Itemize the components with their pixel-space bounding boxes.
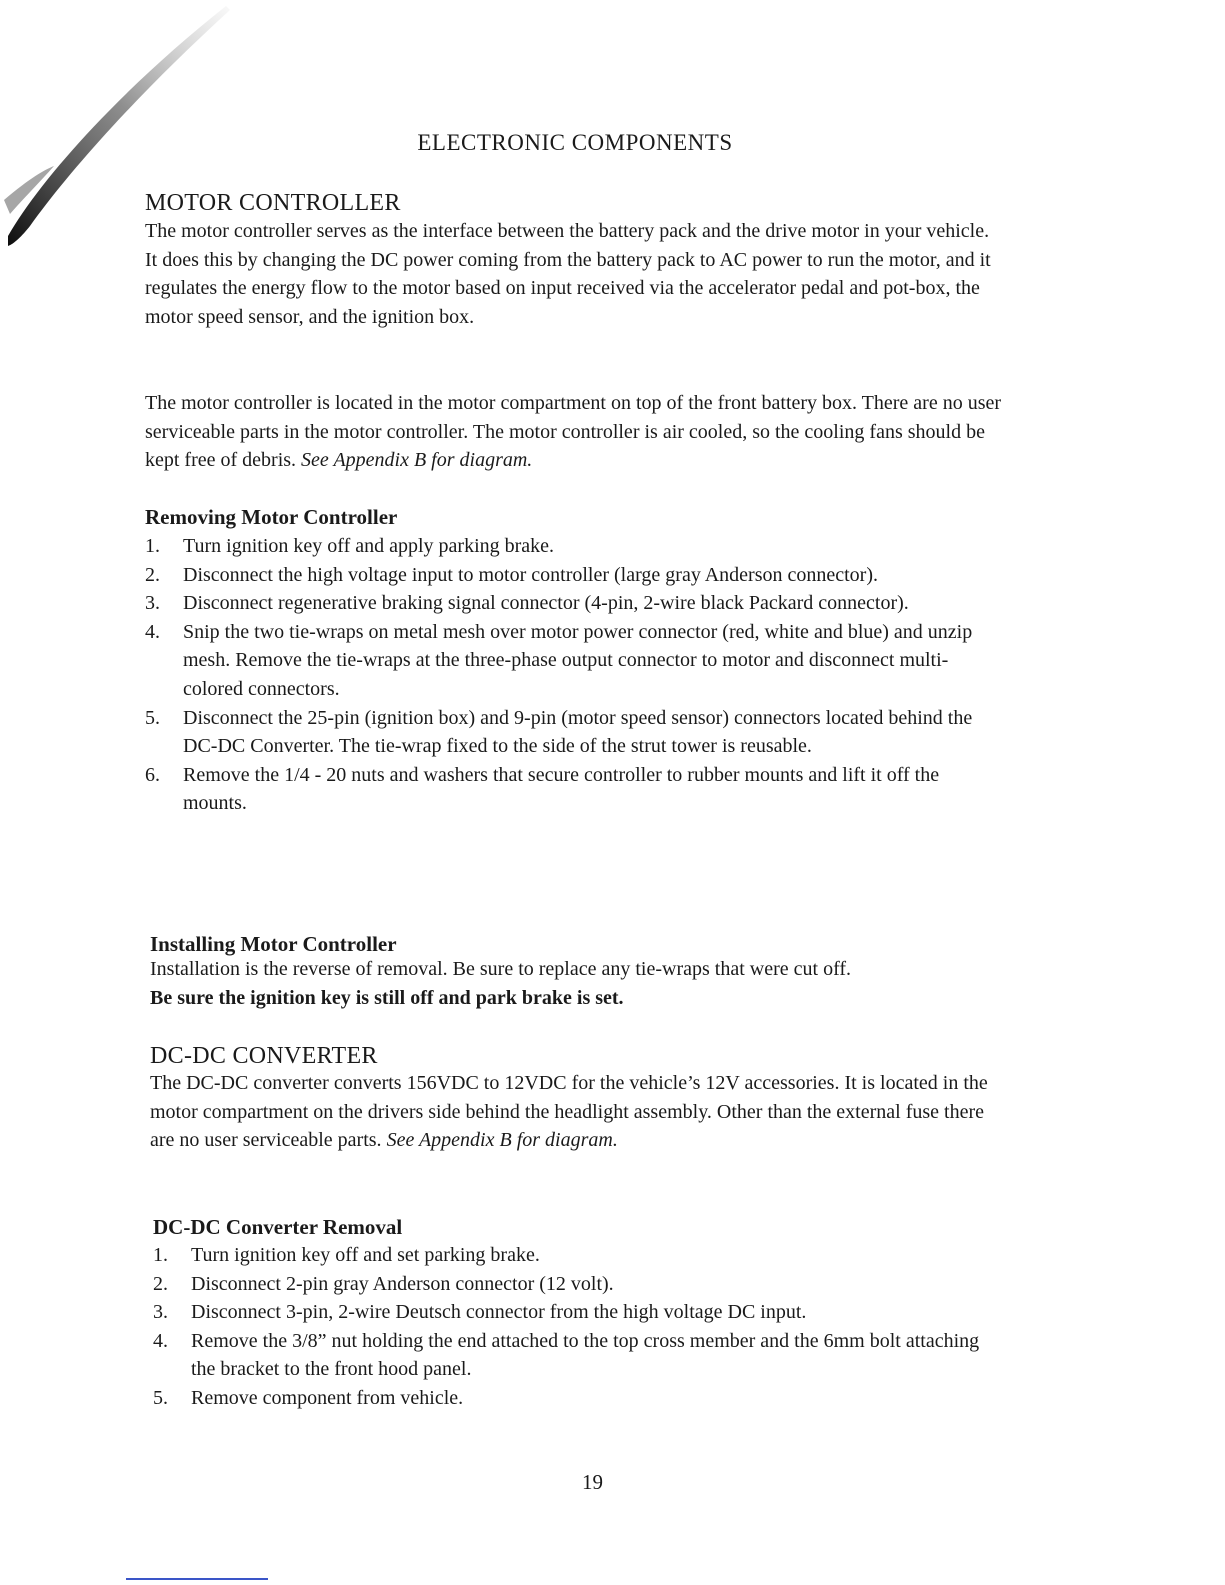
step-number: 5.: [145, 706, 160, 729]
step-text: Remove the 3/8” nut holding the end attached to the top cross member and the 6mm bolt attaching the bracket to the front hood panel.: [191, 1329, 980, 1381]
step-number: 4.: [145, 620, 160, 643]
section-heading-dcdc-converter: DC-DC CONVERTER: [150, 1043, 378, 1069]
subheading-dcdc-converter-removal: DC-DC Converter Removal: [153, 1215, 403, 1239]
step-text: Snip the two tie-wraps on metal mesh over motor power connector (red, white and blue) and unzip mesh. Remove the tie-wraps at the three-phase output connector to motor and disconnect multi-colored connectors.: [183, 620, 973, 700]
list-item: [145, 618, 995, 704]
list-item: [145, 761, 995, 818]
appendix-b-reference: See Appendix B for diagram.: [301, 449, 533, 472]
list-item: [145, 704, 995, 761]
step-text: Disconnect the high voltage input to motor controller (large gray Anderson connector).: [183, 563, 878, 586]
list-item: [153, 1298, 1003, 1327]
step-number: 4.: [153, 1329, 168, 1352]
dcdc-removal-steps-list: [153, 1241, 1003, 1413]
installing-text: Installation is the reverse of removal. Be sure to replace any tie-wraps that were cut off.: [150, 958, 852, 980]
step-text: Turn ignition key off and set parking brake.: [191, 1244, 540, 1266]
list-item: [153, 1327, 1003, 1384]
list-item: [145, 589, 995, 618]
page-title: ELECTRONIC COMPONENTS: [417, 130, 733, 155]
appendix-b-reference: See Appendix B for diagram.: [386, 1129, 618, 1152]
subheading-removing-motor-controller: Removing Motor Controller: [145, 505, 398, 529]
page-number: 19: [582, 1470, 603, 1494]
dcdc-converter-description: [150, 1069, 1010, 1155]
step-text: Disconnect the 25-pin (ignition box) and 9-pin (motor speed sensor) connectors located behind the DC-DC Converter. The tie-wrap fixed to the side of the strut tower is reusable.: [183, 706, 973, 758]
step-text: Remove component from vehicle.: [191, 1386, 464, 1409]
step-text: Disconnect 2-pin gray Anderson connector (12 volt).: [191, 1272, 614, 1295]
step-text: Remove the 1/4 - 20 nuts and washers that secure controller to rubber mounts and lift it off the mounts.: [183, 763, 940, 815]
step-number: 3.: [153, 1301, 168, 1324]
motor-controller-location: [145, 389, 1005, 475]
step-number: 1.: [153, 1244, 168, 1266]
list-item: [145, 561, 995, 590]
step-number: 3.: [145, 592, 160, 615]
removing-steps-list: [145, 532, 995, 818]
dcdc-converter-description-text: The DC-DC converter converts 156VDC to 12VDC for the vehicle’s 12V accessories. It is located in the motor compartment on the drivers side behind the headlight assembly. Other than the external fuse there are no user serviceable parts.: [150, 1072, 988, 1152]
step-number: 2.: [153, 1272, 168, 1295]
safety-warning: Be sure the ignition key is still off and park brake is set.: [150, 987, 624, 1009]
motor-controller-description: The motor controller serves as the interface between the battery pack and the drive motor in your vehicle. It does this by changing the DC power coming from the battery pack to AC power to run the motor, and it regulates the energy flow to the motor based on input received via the accelerator pedal and pot-box, the motor speed sensor, and the ignition box.: [145, 220, 991, 328]
step-number: 2.: [145, 563, 160, 586]
list-item: [153, 1270, 1003, 1299]
list-item: [153, 1384, 1003, 1413]
step-text: Disconnect 3-pin, 2-wire Deutsch connector from the high voltage DC input.: [191, 1301, 807, 1324]
step-number: 6.: [145, 763, 160, 786]
step-number: 5.: [153, 1386, 168, 1409]
bottom-link-underline: [126, 1578, 268, 1580]
section-heading-motor-controller: MOTOR CONTROLLER: [145, 190, 401, 216]
step-text: Disconnect regenerative braking signal connector (4-pin, 2-wire black Packard connector).: [183, 592, 909, 615]
list-item: [153, 1241, 1003, 1270]
subheading-installing-motor-controller: Installing Motor Controller: [150, 932, 397, 956]
step-number: 1.: [145, 535, 160, 557]
motor-controller-location-text: The motor controller is located in the motor compartment on top of the front battery box. There are no user serviceable parts in the motor controller. The motor controller is air cooled, so the cooling fans should be kept free of debris.: [145, 392, 1002, 472]
list-item: [145, 532, 995, 561]
step-text: Turn ignition key off and apply parking brake.: [183, 535, 555, 557]
